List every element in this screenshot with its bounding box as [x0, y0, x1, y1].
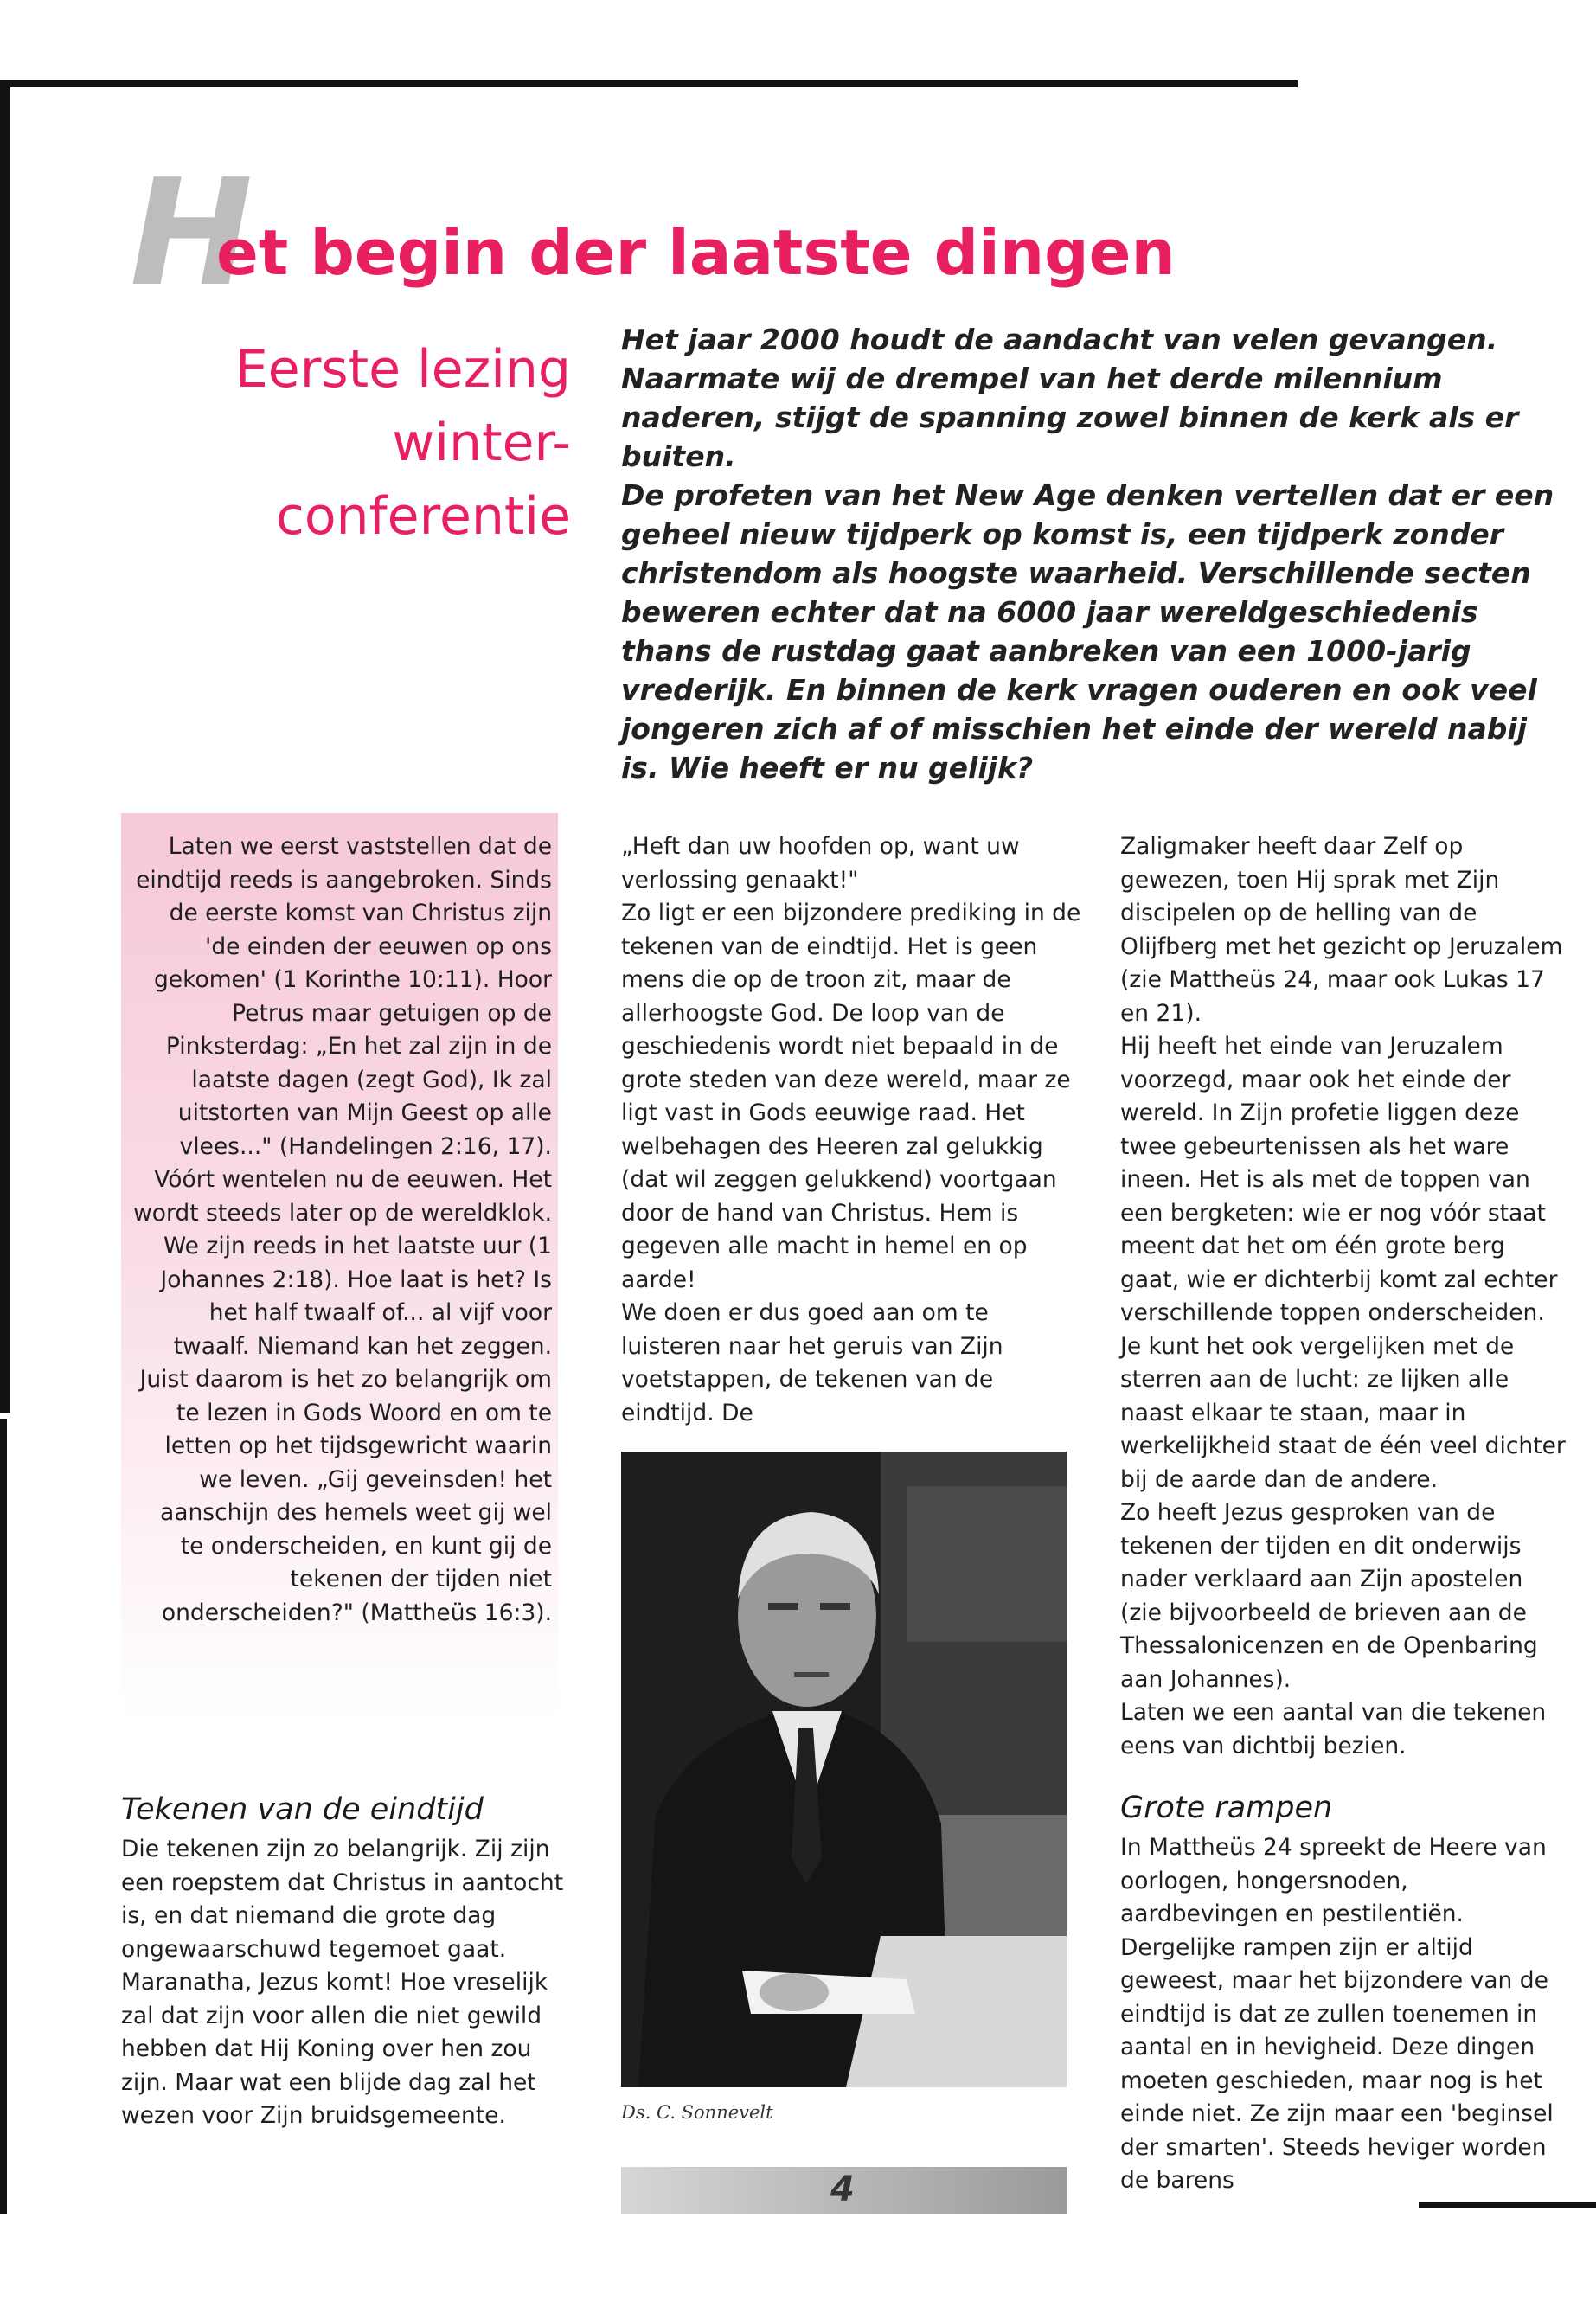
speaker-photo: [621, 1452, 1067, 2087]
intro-paragraph: Het jaar 2000 houdt de aandacht van velen gevangen. Naarmate wij de drempel van het derde milennium naderen, stijgt de spanning zowel binnen de kerk als er buiten.: [621, 323, 1519, 473]
side-heading-line: winter-: [392, 413, 571, 473]
speaker-photo-image: [621, 1452, 1067, 2087]
section-heading: Tekenen van de eindtijd: [121, 1792, 484, 1827]
highlight-box-text: [130, 830, 552, 1630]
section-heading: Grote rampen: [1120, 1791, 1333, 1825]
section-paragraph: Die tekenen zijn zo belangrijk. Zij zijn een roepstem dat Christus in aantocht is, en dat niemand die grote dag ongewaarschuwd tegemoet gaat. Maranatha, Jezus komt! Hoe vreselijk zal dat zijn voor allen die niet gewild hebben dat Hij Koning over hen zou zijn. Maar wat een blijde dag zal het wezen voor Zijn bruidsgemeente.: [121, 1836, 564, 2129]
box-paragraph: Juist daarom is het zo belangrijk om te lezen in Gods Woord en om te letten op het tijdsgewricht waarin we leven. „Gij geveinsden! het aanschijn des hemels weet gij wel te onderscheiden, en kunt gij de tekenen der tijden niet onderscheiden?" (Mattheüs 16:3).: [139, 1366, 552, 1626]
section-tekenen: [121, 1791, 571, 2133]
scan-edge-left: [0, 80, 10, 1413]
column-paragraph: Zo heeft Jezus gesproken van de tekenen der tijden en dit onderwijs nader verklaard aan Zijn apostelen (zie bijvoorbeeld de brieven aan de Thessalonicenzen en de Openbaring aan Johannes).: [1120, 1499, 1538, 1693]
title-initial: H: [130, 148, 252, 319]
column-right: [1120, 830, 1570, 2198]
box-paragraph: Laten we eerst vaststellen dat de eindtijd reeds is aangebroken. Sinds de eerste komst van Christus zijn 'de einden der eeuwen op ons gekomen' (1 Korinthe 10:11). Hoor Petrus maar getuigen op de Pinksterdag: „En het zal zijn in de laatste dagen (zegt God), Ik zal uitstorten van Mijn Geest op alle vlees..." (Handelingen 2:16, 17). Vóórt wentelen nu de eeuwen. Het wordt steeds later op de wereldklok. We zijn reeds in het laatste uur (1 Johannes 2:18). Hoe laat is het? Is het half twaalf of... al vijf voor twaalf. Niemand kan het zeggen.: [133, 833, 552, 1360]
column-paragraph: Laten we een aantal van die tekenen eens van dichtbij bezien.: [1120, 1699, 1547, 1759]
side-heading: [138, 333, 571, 554]
column-middle: [621, 830, 1088, 1430]
intro-paragraph: De profeten van het New Age denken vertellen dat er een geheel nieuw tijdperk op komst is, een tijdperk zonder christendom als hoogste waarheid. Verschillende secten beweren echter dat na 6000 jaar wereldgeschiedenis thans de rustdag gaat aanbreken van een 1000-jarig vrederijk. En binnen de kerk vragen ouderen en ook veel jongeren zich af of misschien het einde der wereld nabij is. Wie heeft er nu gelijk?: [621, 478, 1554, 785]
scan-edge-left-lower: [0, 1419, 7, 2214]
photo-caption: Ds. C. Sonnevelt: [621, 2102, 773, 2123]
column-paragraph: We doen er dus goed aan om te luisteren naar het geruis van Zijn voetstappen, de tekenen van de eindtijd. De: [621, 1299, 1003, 1426]
title-text: et begin der laatste dingen: [216, 216, 1176, 289]
scan-edge-bottom-right: [1419, 2202, 1596, 2208]
side-heading-line: conferentie: [275, 486, 571, 547]
intro-text: [621, 320, 1564, 787]
column-paragraph: Zaligmaker heeft daar Zelf op gewezen, toen Hij sprak met Zijn discipelen op de helling van de Olijfberg met het gezicht op Jeruzalem (zie Mattheüs 24, maar ook Lukas 17 en 21).: [1120, 833, 1563, 1027]
side-heading-line: Eerste lezing: [234, 339, 571, 400]
column-paragraph: Zo ligt er een bijzondere prediking in de tekenen van de eindtijd. Het is geen mens die op de troon zit, maar de allerhoogste God. De loop van de geschiedenis wordt niet bepaald in de grote steden van deze wereld, maar ze ligt vast in Gods eeuwige raad. Het welbehagen des Heeren zal gelukkig (dat wil zeggen gelukkend) voortgaan door de hand van Christus. Hem is gegeven alle macht in hemel en op aarde!: [621, 900, 1081, 1293]
column-paragraph: „Heft dan uw hoofden op, want uw verlossing genaakt!": [621, 833, 1020, 894]
scan-edge-top: [0, 80, 1298, 87]
column-paragraph: Hij heeft het einde van Jeruzalem voorzegd, maar ook het einde der wereld. In Zijn profetie liggen deze twee gebeurtenissen als het ware ineen. Het is als met de toppen van een bergketen: wie er nog vóór staat meent dat het om één grote berg gaat, wie er dichterbij komt zal echter verschillende toppen onderscheiden. Je kunt het ook vergelijken met de sterren aan de lucht: ze lijken alle naast elkaar te staan, maar in werkelijkheid staat de één veel dichter bij de aarde dan de andere.: [1120, 1033, 1566, 1493]
section-paragraph: In Mattheüs 24 spreekt de Heere van oorlogen, hongersnoden, aardbevingen en pestilentiën. Dergelijke rampen zijn er altijd geweest, maar het bijzondere van de eindtijd is dat ze zullen toenemen in aantal en in hevigheid. Deze dingen moeten geschieden, maar nog is het einde niet. Ze zijn maar een 'beginsel der smarten'. Steeds heviger worden de barens: [1120, 1834, 1554, 2194]
page-number: 4: [830, 2170, 855, 2209]
